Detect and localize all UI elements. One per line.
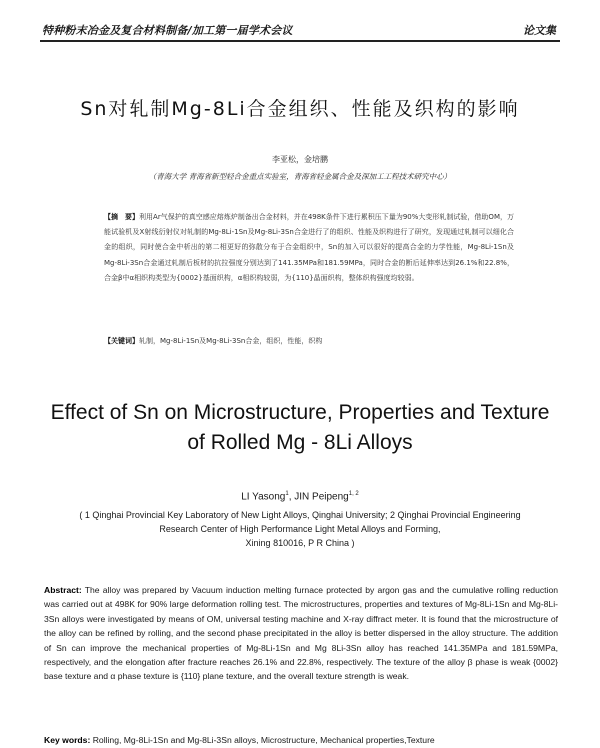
english-keywords xyxy=(44,735,564,745)
english-affiliation xyxy=(40,508,560,550)
english-abstract-label: Abstract: xyxy=(44,585,82,595)
chinese-abstract-text: 利用Ar气保护的真空感应熔炼炉制备出合金材料，并在498K条件下进行累积压下量为90%大变形轧制试验，借助OM，万能试验机及X射线衍射仪对轧制的Mg-8Li-1Sn及Mg-8Li-3Sn合金进行了的组织、性能及织构进行了研究，发现通过轧制可以细化合金的组织，同时使合金中析出的第二相更好的弥散分布于合金组织中，Sn的加入可以很好的提高合金的力学性能，Mg-8Li-1Sn及Mg-8Li-3Sn合金通过轧制后板材的抗拉强度分别达到了141.35MPa和181.59MPa，同时合金的断后延伸率达到26.1%和22.8%，合金β中α相织构类型为{0002}基面织构，α相织构较弱，为{110}晶面织构，整体织构强度均较弱。 xyxy=(104,213,514,282)
header-conference-title: 特种粉末冶金及复合材料制备/加工第一届学术会议 xyxy=(42,24,293,37)
english-affiliation-line-2: Research Center of High Performance Light Metal Alloys and Forming, xyxy=(159,524,441,534)
chinese-abstract-label: 【摘 要】 xyxy=(104,213,140,221)
author-separator: , xyxy=(288,491,295,503)
chinese-abstract xyxy=(104,210,514,286)
header-divider xyxy=(40,40,560,42)
english-keywords-text: Rolling, Mg-8Li-1Sn and Mg-8Li-3Sn alloys, Microstructure, Mechanical properties,Texture xyxy=(92,735,435,745)
chinese-affiliation: （青海大学 青海省新型轻合金重点实验室，青海省轻金属合金及深加工工程技术研究中心） xyxy=(148,172,452,181)
english-abstract xyxy=(44,583,558,684)
english-authors xyxy=(0,491,600,502)
author-1: LI Yasong xyxy=(241,491,286,503)
chinese-keywords-text: 轧制，Mg-8Li-1Sn及Mg-8Li-3Sn合金，组织，性能，织构 xyxy=(139,337,323,345)
english-title-line-2: of Rolled Mg - 8Li Alloys xyxy=(187,431,413,454)
english-affiliation-line-3: Xining 810016, P R China ) xyxy=(245,538,355,548)
english-title-line-1: Effect of Sn on Microstructure, Properties and Texture xyxy=(50,401,550,424)
chinese-keywords xyxy=(104,336,524,346)
chinese-authors: 李亚松，金培鹏 xyxy=(272,155,328,164)
english-affiliation-line-1: ( 1 Qinghai Provincial Key Laboratory of New Light Alloys, Qinghai University; 2 Qinghai Provincial Engineering xyxy=(79,510,521,520)
english-keywords-label: Key words: xyxy=(44,735,91,745)
english-title xyxy=(40,398,560,458)
author-1-affil-mark: 1 xyxy=(285,491,289,497)
english-abstract-text: The alloy was prepared by Vacuum induction melting furnace protected by argon gas and the cumulative rolling reduction was carried out at 498K for 90% large deformation rolling test. The microstructures, properties and textures of Mg-8Li-1Sn and Mg-8Li-3Sn alloys were investigated by means of OM, universal testing machine and X-ray diffract meter. It is found that the microstructure of the alloy can be refined by rolling, and the second phase precipitated in the alloy is better dispersed in the alloy structure. The addition of Sn can improve the mechanical properties of Mg-8Li-1Sn and Mg 8Li-3Sn alloy has reached 141.35MPa and 181.59MPa, respectively, and the elongation after fracture reaches 26.1% and 22.8%, respectively. The texture of the alloy β phase is weak {0002} base texture and α phase texture is {110} plane texture, and the overall texture strength is weak. xyxy=(44,585,559,682)
header-section-label: 论文集 xyxy=(523,24,556,37)
chinese-keywords-label: 【关键词】 xyxy=(104,337,139,345)
author-2-affil-mark: 1, 2 xyxy=(348,491,359,497)
author-2: JIN Peipeng xyxy=(294,491,349,503)
chinese-title: Sn对轧制Mg-8Li合金组织、性能及织构的影响 xyxy=(80,98,520,120)
